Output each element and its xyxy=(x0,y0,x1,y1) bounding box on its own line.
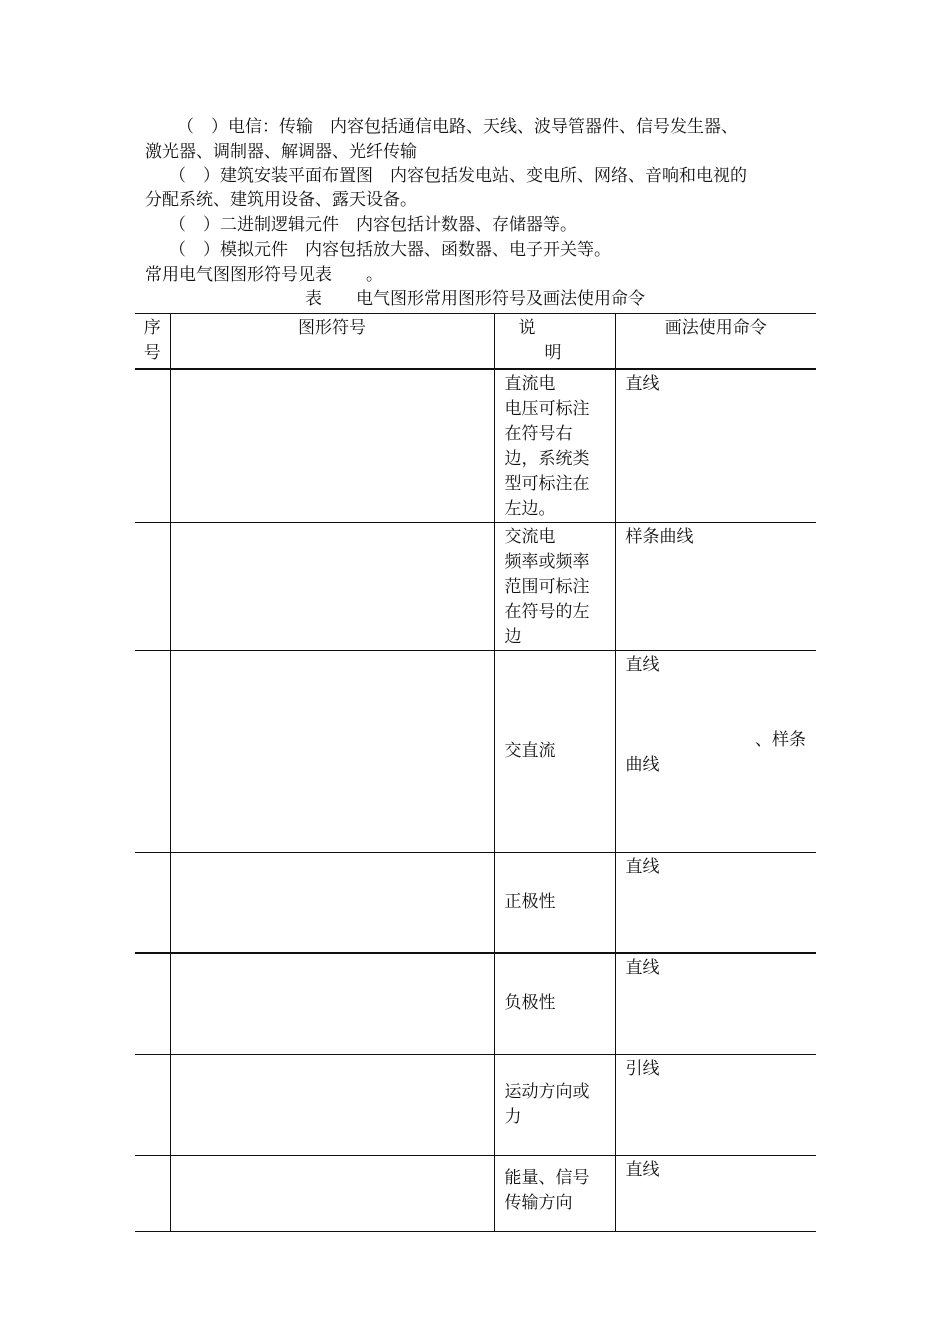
row-desc: 直流电 电压可标注在符号右边，系统类型可标注在左边。 xyxy=(494,369,615,523)
row-symbol xyxy=(170,1156,494,1232)
row-desc: 能量、信号传输方向 xyxy=(494,1156,615,1232)
table-row xyxy=(135,1055,816,1156)
table-row xyxy=(135,953,816,1055)
row-symbol xyxy=(170,853,494,953)
row-symbol xyxy=(170,953,494,1055)
row-symbol xyxy=(170,1055,494,1156)
table-intro: 常用电气图图形符号见表 。 xyxy=(145,265,383,285)
row-symbol xyxy=(170,651,494,853)
header-seq-line1: 序 xyxy=(143,318,161,338)
row-cmd: 直线 xyxy=(615,369,816,523)
paragraph-analog: （ ）模拟元件 内容包括放大器、函数器、电子开关等。 xyxy=(169,240,611,260)
row-seq xyxy=(135,651,170,853)
row-desc: 正极性 xyxy=(494,853,615,953)
row-seq xyxy=(135,369,170,523)
row-cmd-bottom: 曲线 xyxy=(625,755,660,775)
row-seq xyxy=(135,1156,170,1232)
row-symbol xyxy=(170,369,494,523)
header-seq-line2: 号 xyxy=(143,343,161,363)
paragraph-telecom-line2: 激光器、调制器、解调器、光纤传输 xyxy=(145,142,417,162)
paragraph-building-line2: 分配系统、建筑用设备、露天设备。 xyxy=(145,190,417,210)
table-row xyxy=(135,1156,816,1232)
header-seq xyxy=(135,314,170,370)
row-desc: 交直流 xyxy=(494,651,615,853)
row-cmd-top: 直线 xyxy=(625,655,660,675)
table-header-row xyxy=(135,314,816,370)
table-caption: 表 电气图形常用图形符号及画法使用命令 xyxy=(305,289,645,309)
row-cmd-mid: 、样条 xyxy=(755,730,806,750)
row-cmd: 直线 xyxy=(615,853,816,953)
header-desc-line2: 明 xyxy=(544,343,562,363)
row-cmd: 样条曲线 xyxy=(615,523,816,651)
row-seq xyxy=(135,853,170,953)
row-cmd xyxy=(615,651,816,853)
row-symbol xyxy=(170,523,494,651)
row-seq xyxy=(135,1055,170,1156)
paragraph-binary-logic: （ ）二进制逻辑元件 内容包括计数器、存储器等。 xyxy=(169,215,577,235)
paragraph-building-line1: （ ）建筑安装平面布置图 内容包括发电站、变电所、网络、音响和电视的 xyxy=(169,166,747,186)
row-cmd: 引线 xyxy=(615,1055,816,1156)
row-cmd: 直线 xyxy=(615,1156,816,1232)
row-desc: 运动方向或力 xyxy=(494,1055,615,1156)
header-symbol: 图形符号 xyxy=(170,314,494,370)
symbol-table xyxy=(135,313,816,1232)
header-desc xyxy=(494,314,615,370)
header-desc-line1: 说 xyxy=(518,318,536,338)
row-seq xyxy=(135,523,170,651)
row-desc: 负极性 xyxy=(494,953,615,1055)
table-row xyxy=(135,853,816,953)
table-row xyxy=(135,651,816,853)
table-row xyxy=(135,369,816,523)
row-cmd: 直线 xyxy=(615,953,816,1055)
row-desc: 交流电 频率或频率范围可标注在符号的左边 xyxy=(494,523,615,651)
table-row xyxy=(135,523,816,651)
row-seq xyxy=(135,953,170,1055)
header-cmd: 画法使用命令 xyxy=(615,314,816,370)
paragraph-telecom-line1: （ ）电信：传输 内容包括通信电路、天线、波导管器件、信号发生器、 xyxy=(177,117,738,137)
